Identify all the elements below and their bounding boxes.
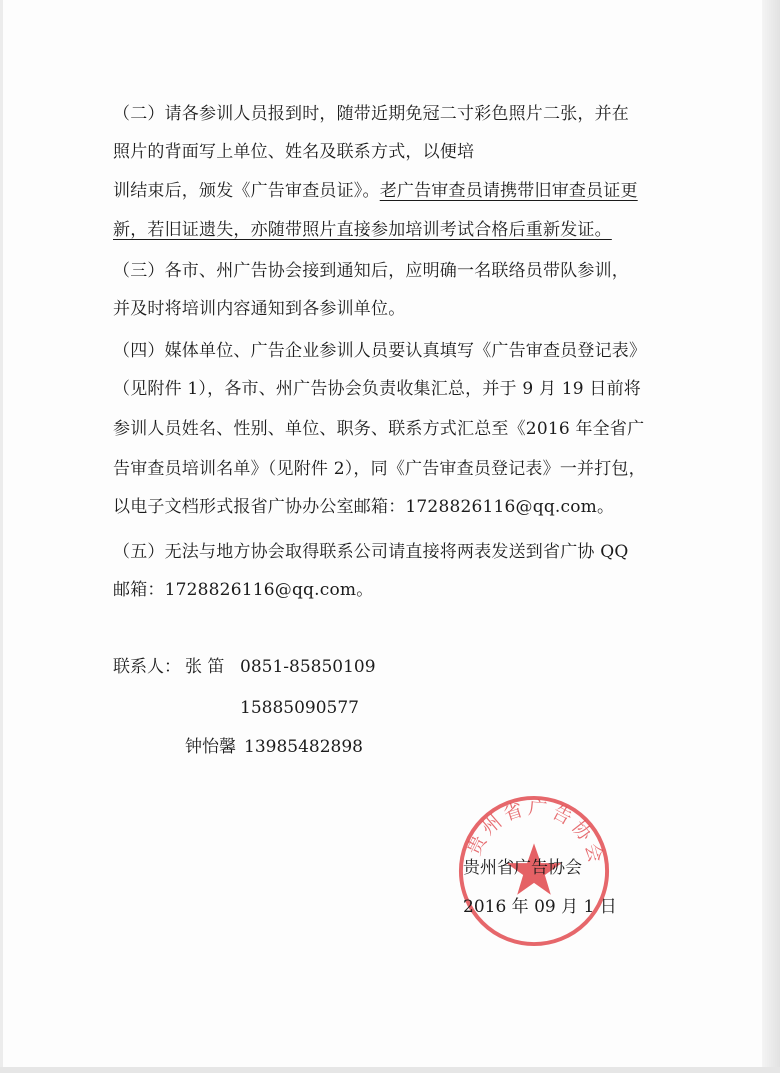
paragraph-4-line-2: （见附件 1），各市、州广告协会负责收集汇总，并于 9 月 19 日前将 <box>113 379 641 399</box>
scan-edge-right <box>762 0 780 1073</box>
paragraph-2-line-1: （二）请各参训人员报到时，随带近期免冠二寸彩色照片二张，并在 <box>113 104 629 124</box>
paragraph-2-line-3-text: 训结束后，颁发《广告审查员证》。 <box>113 181 380 201</box>
paragraph-4-line-5: 以电子文档形式报省广协办公室邮箱：1728826116@qq.com。 <box>113 497 615 517</box>
paragraph-5-line-2: 邮箱：1728826116@qq.com。 <box>113 580 374 600</box>
paragraph-2-underlined-text-1: 老广告审查员请携带旧审查员证更 <box>379 181 638 201</box>
signature-date: 2016 年 09 月 1 日 <box>463 897 617 917</box>
paragraph-3-line-2: 并及时将培训内容通知到各参训单位。 <box>113 299 406 319</box>
contact-label: 联系人： <box>113 657 181 677</box>
paragraph-2-underlined-text-2: 新，若旧证遗失，亦随带照片直接参加培训考试合格后重新发证。 <box>113 220 612 240</box>
scan-edge-bottom <box>0 1067 780 1073</box>
paragraph-2-line-2: 照片的背面写上单位、姓名及联系方式，以便培 <box>113 142 475 162</box>
contact-person-1-phone: 0851-85850109 <box>240 657 376 677</box>
paragraph-4-line-3: 参训人员姓名、性别、单位、职务、联系方式汇总至《2016 年全省广 <box>113 419 645 439</box>
signature-organization: 贵州省广告协会 <box>463 858 582 878</box>
paragraph-3-line-1: （三）各市、州广告协会接到通知后，应明确一名联络员带队参训， <box>113 261 629 281</box>
paragraph-5-line-1: （五）无法与地方协会取得联系公司请直接将两表发送到省广协 QQ <box>113 542 629 562</box>
paragraph-4-line-1: （四）媒体单位、广告企业参训人员要认真填写《广告审查员登记表》 <box>113 341 647 361</box>
contact-person-2-name: 钟怡馨 <box>185 737 236 757</box>
paragraph-2-line-3 <box>113 180 638 202</box>
contact-person-1-mobile: 15885090577 <box>240 698 359 718</box>
contact-person-1-name: 张 笛 <box>185 657 225 677</box>
contact-person-2-mobile: 13985482898 <box>244 737 363 757</box>
paragraph-4-line-4: 告审查员培训名单》（见附件 2），同《广告审查员登记表》一并打包， <box>113 459 646 479</box>
svg-text:贵州省广告协会: 贵州省广告协会 <box>464 797 607 869</box>
scan-edge-left <box>0 0 3 1073</box>
